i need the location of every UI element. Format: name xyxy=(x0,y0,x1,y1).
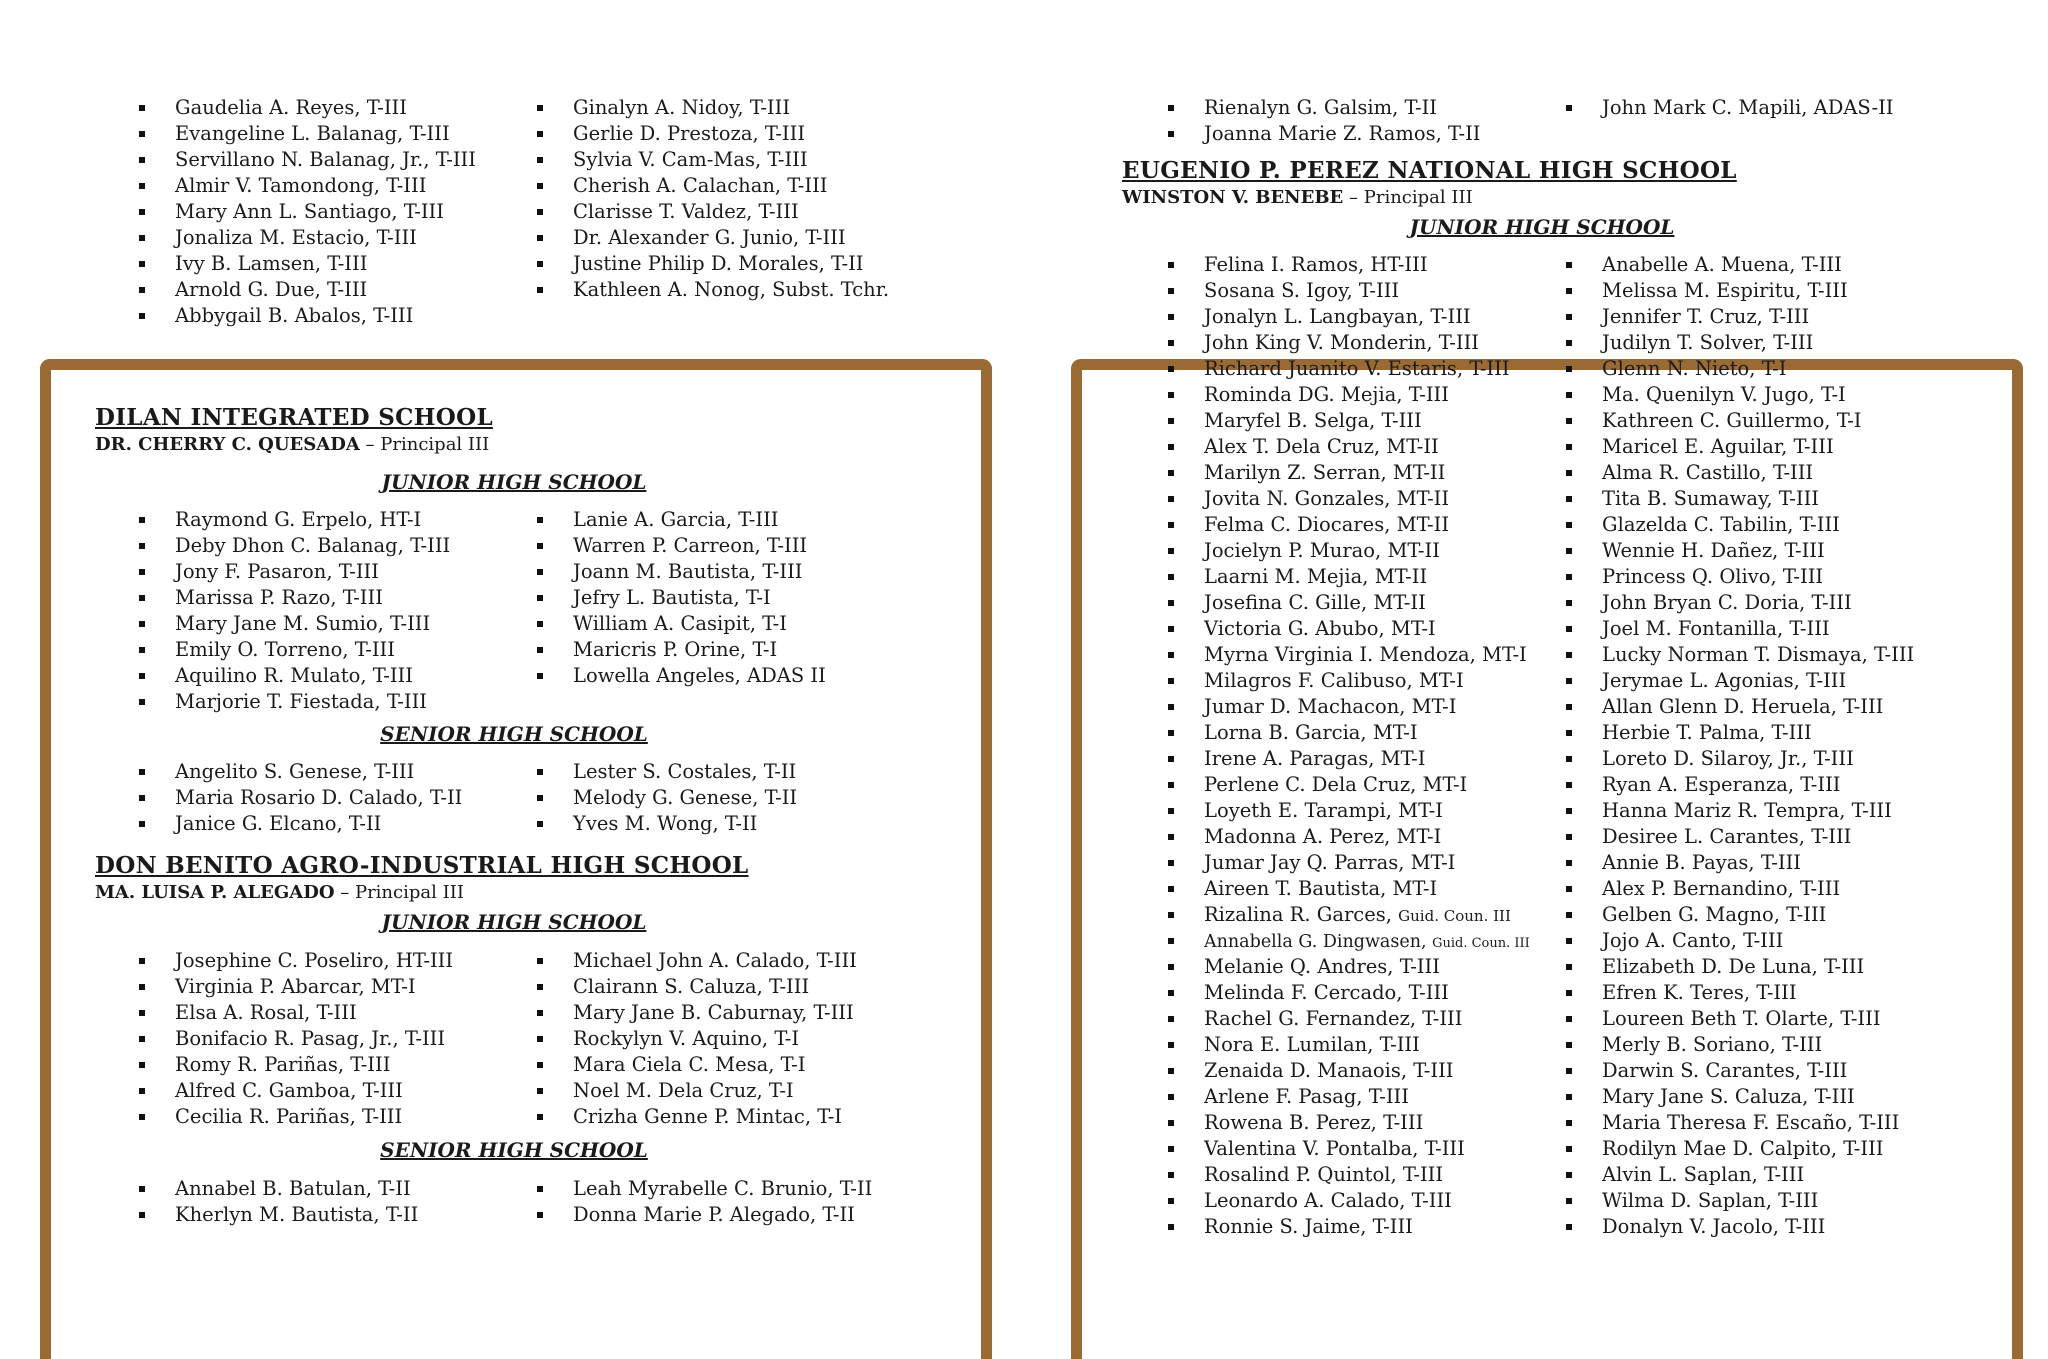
list-item: Sylvia V. Cam-Mas, T-III xyxy=(535,147,889,173)
list-item: Justine Philip D. Morales, T-II xyxy=(535,251,889,277)
list-item: Ivy B. Lamsen, T-III xyxy=(137,251,535,277)
list-item: Gaudelia A. Reyes, T-III xyxy=(137,95,535,121)
list-item: Leonardo A. Calado, T-III xyxy=(1166,1188,1564,1214)
list-item: Irene A. Paragas, MT-I xyxy=(1166,746,1564,772)
staff-column-2 xyxy=(535,95,889,329)
list-item: Jonalyn L. Langbayan, T-III xyxy=(1166,304,1564,330)
list-item: Rienalyn G. Galsim, T-II xyxy=(1166,95,1564,121)
list-item: Jefry L. Bautista, T-I xyxy=(535,585,826,611)
list-item: Maricel E. Aguilar, T-III xyxy=(1564,434,1914,460)
list-item: Jonaliza M. Estacio, T-III xyxy=(137,225,535,251)
list-item: Darwin S. Carantes, T-III xyxy=(1564,1058,1914,1084)
list-item: Dr. Alexander G. Junio, T-III xyxy=(535,225,889,251)
list-item: Janice G. Elcano, T-II xyxy=(137,811,535,837)
list-item: Servillano N. Balanag, Jr., T-III xyxy=(137,147,535,173)
list-item: Romy R. Pariñas, T-III xyxy=(137,1052,535,1078)
list-item: Lester S. Costales, T-II xyxy=(535,759,797,785)
list-item: John Mark C. Mapili, ADAS-II xyxy=(1564,95,1893,121)
list-item: Ryan A. Esperanza, T-III xyxy=(1564,772,1914,798)
list-item: Warren P. Carreon, T-III xyxy=(535,533,826,559)
list-item: Gelben G. Magno, T-III xyxy=(1564,902,1914,928)
list-item: Kherlyn M. Bautista, T-II xyxy=(137,1202,535,1228)
staff-role: Guid. Coun. III xyxy=(1432,936,1530,951)
list-item xyxy=(1166,928,1564,954)
list-item: Elizabeth D. De Luna, T-III xyxy=(1564,954,1914,980)
dilan-jhs-list xyxy=(137,507,826,715)
list-item: Loureen Beth T. Olarte, T-III xyxy=(1564,1006,1914,1032)
list-item: Alex P. Bernandino, T-III xyxy=(1564,876,1914,902)
list-item: Josefina C. Gille, MT-II xyxy=(1166,590,1564,616)
principal-role: – Principal III xyxy=(1343,187,1473,208)
school-name-donbenito: DON BENITO AGRO-INDUSTRIAL HIGH SCHOOL xyxy=(95,852,749,879)
list-item: Jumar D. Machacon, MT-I xyxy=(1166,694,1564,720)
list-item: Loyeth E. Tarampi, MT-I xyxy=(1166,798,1564,824)
staff-column-2 xyxy=(535,759,797,837)
list-item: Lanie A. Garcia, T-III xyxy=(535,507,826,533)
school-name-dilan: DILAN INTEGRATED SCHOOL xyxy=(95,404,493,431)
list-item: Jony F. Pasaron, T-III xyxy=(137,559,535,585)
list-item: Richard Juanito V. Estaris, T-III xyxy=(1166,356,1564,382)
staff-column-1 xyxy=(137,1176,535,1228)
list-item: Joanna Marie Z. Ramos, T-II xyxy=(1166,121,1564,147)
principal-dilan xyxy=(95,433,489,457)
list-item: Jennifer T. Cruz, T-III xyxy=(1564,304,1914,330)
list-item: Almir V. Tamondong, T-III xyxy=(137,173,535,199)
list-item: Rominda DG. Mejia, T-III xyxy=(1166,382,1564,408)
list-item: Clarisse T. Valdez, T-III xyxy=(535,199,889,225)
shs-heading-dilan: SENIOR HIGH SCHOOL xyxy=(380,722,648,746)
list-item: Virginia P. Abarcar, MT-I xyxy=(137,974,535,1000)
list-item: Judilyn T. Solver, T-III xyxy=(1564,330,1914,356)
list-item: Michael John A. Calado, T-III xyxy=(535,948,857,974)
list-item: Kathleen A. Nonog, Subst. Tchr. xyxy=(535,277,889,303)
list-item: Alvin L. Saplan, T-III xyxy=(1564,1162,1914,1188)
list-item: Jocielyn P. Murao, MT-II xyxy=(1166,538,1564,564)
list-item: Rodilyn Mae D. Calpito, T-III xyxy=(1564,1136,1914,1162)
list-item xyxy=(1166,902,1564,928)
top-left-staff-list xyxy=(137,95,889,329)
list-item: Jumar Jay Q. Parras, MT-I xyxy=(1166,850,1564,876)
list-item: Cecilia R. Pariñas, T-III xyxy=(137,1104,535,1130)
list-item: Allan Glenn D. Heruela, T-III xyxy=(1564,694,1914,720)
staff-column-2 xyxy=(535,1176,872,1228)
list-item: Melinda F. Cercado, T-III xyxy=(1166,980,1564,1006)
list-item: Annabel B. Batulan, T-II xyxy=(137,1176,535,1202)
list-item: Melissa M. Espiritu, T-III xyxy=(1564,278,1914,304)
list-item: Alma R. Castillo, T-III xyxy=(1564,460,1914,486)
top-right-staff-list xyxy=(1166,95,1893,147)
list-item: Ma. Quenilyn V. Jugo, T-I xyxy=(1564,382,1914,408)
list-item: Josephine C. Poseliro, HT-III xyxy=(137,948,535,974)
principal-name: MA. LUISA P. ALEGADO xyxy=(95,882,335,903)
list-item: Herbie T. Palma, T-III xyxy=(1564,720,1914,746)
staff-column-2 xyxy=(535,948,857,1130)
dilan-shs-list xyxy=(137,759,797,837)
list-item: Deby Dhon C. Balanag, T-III xyxy=(137,533,535,559)
principal-donbenito xyxy=(95,881,464,905)
list-item: Perlene C. Dela Cruz, MT-I xyxy=(1166,772,1564,798)
list-item: Milagros F. Calibuso, MT-I xyxy=(1166,668,1564,694)
list-item: Glazelda C. Tabilin, T-III xyxy=(1564,512,1914,538)
principal-eugenio xyxy=(1122,186,1473,210)
list-item: Lucky Norman T. Dismaya, T-III xyxy=(1564,642,1914,668)
list-item: Donalyn V. Jacolo, T-III xyxy=(1564,1214,1914,1240)
list-item: Victoria G. Abubo, MT-I xyxy=(1166,616,1564,642)
list-item: Mara Ciela C. Mesa, T-I xyxy=(535,1052,857,1078)
list-item: Elsa A. Rosal, T-III xyxy=(137,1000,535,1026)
list-item: Alex T. Dela Cruz, MT-II xyxy=(1166,434,1564,460)
list-item: Angelito S. Genese, T-III xyxy=(137,759,535,785)
list-item: Leah Myrabelle C. Brunio, T-II xyxy=(535,1176,872,1202)
list-item: Evangeline L. Balanag, T-III xyxy=(137,121,535,147)
list-item: Joel M. Fontanilla, T-III xyxy=(1564,616,1914,642)
list-item: Loreto D. Silaroy, Jr., T-III xyxy=(1564,746,1914,772)
donbenito-jhs-list xyxy=(137,948,857,1130)
staff-column-1 xyxy=(1166,95,1564,147)
list-item: Nora E. Lumilan, T-III xyxy=(1166,1032,1564,1058)
list-item: Wennie H. Dañez, T-III xyxy=(1564,538,1914,564)
donbenito-shs-list xyxy=(137,1176,872,1228)
list-item: Maryfel B. Selga, T-III xyxy=(1166,408,1564,434)
staff-column-1 xyxy=(137,759,535,837)
list-item: Clairann S. Caluza, T-III xyxy=(535,974,857,1000)
list-item: John King V. Monderin, T-III xyxy=(1166,330,1564,356)
list-item: Joann M. Bautista, T-III xyxy=(535,559,826,585)
list-item: Myrna Virginia I. Mendoza, MT-I xyxy=(1166,642,1564,668)
list-item: Valentina V. Pontalba, T-III xyxy=(1166,1136,1564,1162)
list-item: Madonna A. Perez, MT-I xyxy=(1166,824,1564,850)
list-item: Alfred C. Gamboa, T-III xyxy=(137,1078,535,1104)
list-item: Arnold G. Due, T-III xyxy=(137,277,535,303)
list-item: Jerymae L. Agonias, T-III xyxy=(1564,668,1914,694)
list-item: Maricris P. Orine, T-I xyxy=(535,637,826,663)
principal-role: – Principal III xyxy=(334,882,464,903)
list-item: Annie B. Payas, T-III xyxy=(1564,850,1914,876)
list-item: Sosana S. Igoy, T-III xyxy=(1166,278,1564,304)
list-item: Melanie Q. Andres, T-III xyxy=(1166,954,1564,980)
staff-column-1 xyxy=(137,948,535,1130)
list-item: Maria Rosario D. Calado, T-II xyxy=(137,785,535,811)
jhs-heading-eugenio: JUNIOR HIGH SCHOOL xyxy=(1409,215,1675,239)
list-item: Lorna B. Garcia, MT-I xyxy=(1166,720,1564,746)
list-item: Noel M. Dela Cruz, T-I xyxy=(535,1078,857,1104)
list-item: Rachel G. Fernandez, T-III xyxy=(1166,1006,1564,1032)
list-item: Melody G. Genese, T-II xyxy=(535,785,797,811)
list-item: Mary Jane S. Caluza, T-III xyxy=(1564,1084,1914,1110)
jhs-heading-dilan: JUNIOR HIGH SCHOOL xyxy=(381,470,647,494)
list-item: Jovita N. Gonzales, MT-II xyxy=(1166,486,1564,512)
list-item: Donna Marie P. Alegado, T-II xyxy=(535,1202,872,1228)
list-item: Arlene F. Pasag, T-III xyxy=(1166,1084,1564,1110)
list-item: Merly B. Soriano, T-III xyxy=(1564,1032,1914,1058)
list-item: Mary Jane B. Caburnay, T-III xyxy=(535,1000,857,1026)
list-item: Felina I. Ramos, HT-III xyxy=(1166,252,1564,278)
list-item: Cherish A. Calachan, T-III xyxy=(535,173,889,199)
list-item: Laarni M. Mejia, MT-II xyxy=(1166,564,1564,590)
list-item: Crizha Genne P. Mintac, T-I xyxy=(535,1104,857,1130)
list-item: Ginalyn A. Nidoy, T-III xyxy=(535,95,889,121)
shs-heading-donbenito: SENIOR HIGH SCHOOL xyxy=(380,1138,648,1162)
list-item: Mary Jane M. Sumio, T-III xyxy=(137,611,535,637)
list-item: Kathreen C. Guillermo, T-I xyxy=(1564,408,1914,434)
list-item: Rosalind P. Quintol, T-III xyxy=(1166,1162,1564,1188)
list-item: Aquilino R. Mulato, T-III xyxy=(137,663,535,689)
staff-column-2 xyxy=(1564,252,1914,1240)
list-item: John Bryan C. Doria, T-III xyxy=(1564,590,1914,616)
staff-name: Annabella G. Dingwasen, xyxy=(1204,932,1433,952)
list-item: Marissa P. Razo, T-III xyxy=(137,585,535,611)
list-item: Tita B. Sumaway, T-III xyxy=(1564,486,1914,512)
list-item: Anabelle A. Muena, T-III xyxy=(1564,252,1914,278)
principal-name: DR. CHERRY C. QUESADA xyxy=(95,434,360,455)
school-name-eugenio: EUGENIO P. PEREZ NATIONAL HIGH SCHOOL xyxy=(1122,157,1737,184)
list-item: Maria Theresa F. Escaño, T-III xyxy=(1564,1110,1914,1136)
staff-column-1 xyxy=(137,507,535,715)
list-item: Gerlie D. Prestoza, T-III xyxy=(535,121,889,147)
principal-role: – Principal III xyxy=(359,434,490,455)
staff-column-1 xyxy=(137,95,535,329)
list-item: Emily O. Torreno, T-III xyxy=(137,637,535,663)
list-item: Felma C. Diocares, MT-II xyxy=(1166,512,1564,538)
list-item: Rockylyn V. Aquino, T-I xyxy=(535,1026,857,1052)
staff-column-2 xyxy=(535,507,826,715)
list-item: Jojo A. Canto, T-III xyxy=(1564,928,1914,954)
list-item: Efren K. Teres, T-III xyxy=(1564,980,1914,1006)
list-item: Wilma D. Saplan, T-III xyxy=(1564,1188,1914,1214)
list-item: Abbygail B. Abalos, T-III xyxy=(137,303,535,329)
list-item: Ronnie S. Jaime, T-III xyxy=(1166,1214,1564,1240)
list-item: Raymond G. Erpelo, HT-I xyxy=(137,507,535,533)
list-item: Bonifacio R. Pasag, Jr., T-III xyxy=(137,1026,535,1052)
list-item: Aireen T. Bautista, MT-I xyxy=(1166,876,1564,902)
jhs-heading-donbenito: JUNIOR HIGH SCHOOL xyxy=(381,910,647,934)
staff-role: Guid. Coun. III xyxy=(1398,907,1511,925)
list-item: Glenn N. Nieto, T-I xyxy=(1564,356,1914,382)
list-item: William A. Casipit, T-I xyxy=(535,611,826,637)
principal-name: WINSTON V. BENEBE xyxy=(1122,187,1344,208)
eugenio-jhs-list xyxy=(1166,252,1914,1240)
staff-column-2 xyxy=(1564,95,1893,147)
list-item: Desiree L. Carantes, T-III xyxy=(1564,824,1914,850)
list-item: Mary Ann L. Santiago, T-III xyxy=(137,199,535,225)
staff-column-1 xyxy=(1166,252,1564,1240)
list-item: Marilyn Z. Serran, MT-II xyxy=(1166,460,1564,486)
list-item: Princess Q. Olivo, T-III xyxy=(1564,564,1914,590)
staff-name: Rizalina R. Garces, xyxy=(1204,903,1399,926)
list-item: Zenaida D. Manaois, T-III xyxy=(1166,1058,1564,1084)
list-item: Yves M. Wong, T-II xyxy=(535,811,797,837)
list-item: Hanna Mariz R. Tempra, T-III xyxy=(1564,798,1914,824)
list-item: Lowella Angeles, ADAS II xyxy=(535,663,826,689)
list-item: Marjorie T. Fiestada, T-III xyxy=(137,689,535,715)
list-item: Rowena B. Perez, T-III xyxy=(1166,1110,1564,1136)
